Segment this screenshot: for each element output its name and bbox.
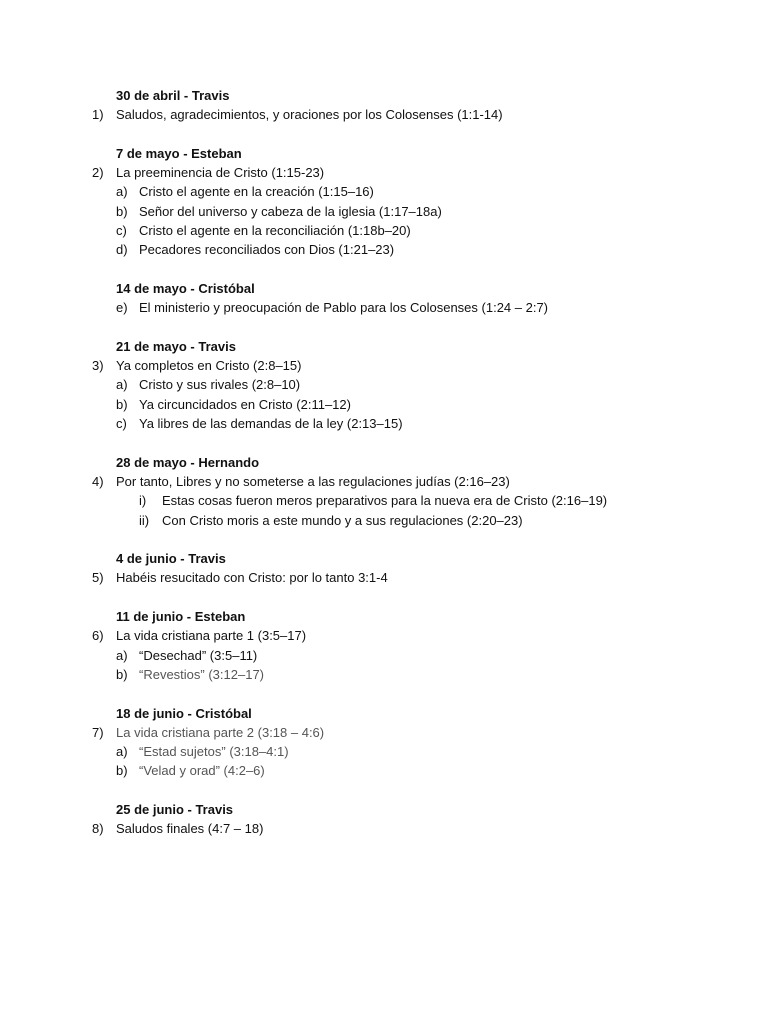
week-heading: 30 de abril - Travis [116,88,230,103]
subitem-text: El ministerio y preocupación de Pablo para los Colosenses (1:24 – 2:7) [139,300,549,316]
roman-item-text: Con Cristo moris a este mundo y a sus regulaciones (2:20–23) [162,512,523,528]
subitem-letter: b) [116,666,128,682]
subitem-letter: e) [116,300,128,316]
outline-subitem [0,182,768,201]
week-heading: 7 de mayo - Esteban [116,145,242,161]
subitem-letter: a) [116,377,128,393]
subitem-letter: a) [116,647,128,663]
outline-subitem [0,761,768,780]
week-heading: 18 de junio - Cristóbal [116,705,252,721]
week-heading: 14 de mayo - Cristóbal [116,280,255,296]
item-number: 3) [92,358,104,374]
outline-subitem [0,202,768,221]
item-text: Por tanto, Libres y no someterse a las regulaciones judías (2:16–23) [116,473,510,489]
subitem-text: Señor del universo y cabeza de la iglesia (1:17–18a) [139,203,442,219]
outline-subitem [0,240,768,259]
item-number: 6) [92,628,104,644]
item-number: 2) [92,165,104,181]
subitem-text: Ya circuncidados en Cristo (2:11–12) [139,396,351,412]
item-number: 7) [92,724,104,740]
subitem-text: Cristo y sus rivales (2:8–10) [139,377,301,393]
item-text: La vida cristiana parte 1 (3:5–17) [116,628,307,644]
subitem-text: “Velad y orad” (4:2–6) [139,763,265,779]
subitem-text: “Revestios” (3:12–17) [139,666,264,682]
roman-numeral: ii) [139,512,150,528]
item-text: La preeminencia de Cristo (1:15-23) [116,165,325,181]
roman-item-text: Estas cosas fueron meros preparativos para la nueva era de Cristo (2:16–19) [162,493,608,509]
roman-numeral: i) [139,493,147,509]
outline-subitem [0,298,768,317]
outline-subitem [0,742,768,761]
outline-item [0,568,768,587]
subitem-letter: c) [116,223,127,239]
week-heading: 21 de mayo - Travis [116,338,236,354]
outline-item [0,472,768,491]
week-heading: 11 de junio - Esteban [116,609,246,625]
outline-subitem [0,646,768,665]
subitem-letter: b) [116,763,128,779]
week-heading: 28 de mayo - Hernando [116,454,260,470]
item-number: 1) [92,107,104,123]
subitem-letter: c) [116,416,127,432]
item-text: Saludos, agradecimientos, y oraciones por los Colosenses (1:1-14) [116,107,503,123]
outline-item [0,723,768,742]
subitem-text: Ya libres de las demandas de la ley (2:13–15) [139,416,403,432]
item-number: 4) [92,473,104,489]
subitem-text: Cristo el agente en la reconciliación (1:18b–20) [139,223,411,239]
subitem-letter: a) [116,744,128,760]
outline-item [0,105,768,124]
outline-subitem [0,395,768,414]
outline-item [0,626,768,645]
subitem-letter: d) [116,242,128,258]
outline-subitem [0,414,768,433]
item-number: 5) [92,570,104,586]
week-heading: 25 de junio - Travis [116,801,234,817]
subitem-letter: a) [116,184,128,200]
outline-subitem [0,375,768,394]
outline-item [0,819,768,838]
subitem-letter: b) [116,203,128,219]
subitem-text: “Desechad” (3:5–11) [139,647,258,663]
item-text: Ya completos en Cristo (2:8–15) [116,358,302,374]
document-body [0,86,768,839]
outline-item [0,356,768,375]
subitem-text: Pecadores reconciliados con Dios (1:21–23) [139,242,395,258]
outline-roman-item [0,511,768,530]
outline-roman-item [0,491,768,510]
item-text: La vida cristiana parte 2 (3:18 – 4:6) [116,724,325,740]
item-number: 8) [92,821,104,837]
subitem-text: “Estad sujetos” (3:18–4:1) [139,744,289,760]
subitem-text: Cristo el agente en la creación (1:15–16) [139,184,374,200]
subitem-letter: b) [116,396,128,412]
outline-item [0,163,768,182]
week-heading: 4 de junio - Travis [116,551,226,567]
item-text: Habéis resucitado con Cristo: por lo tanto 3:1-4 [116,570,388,586]
outline-subitem [0,221,768,240]
outline-subitem [0,665,768,684]
item-text: Saludos finales (4:7 – 18) [116,821,264,837]
